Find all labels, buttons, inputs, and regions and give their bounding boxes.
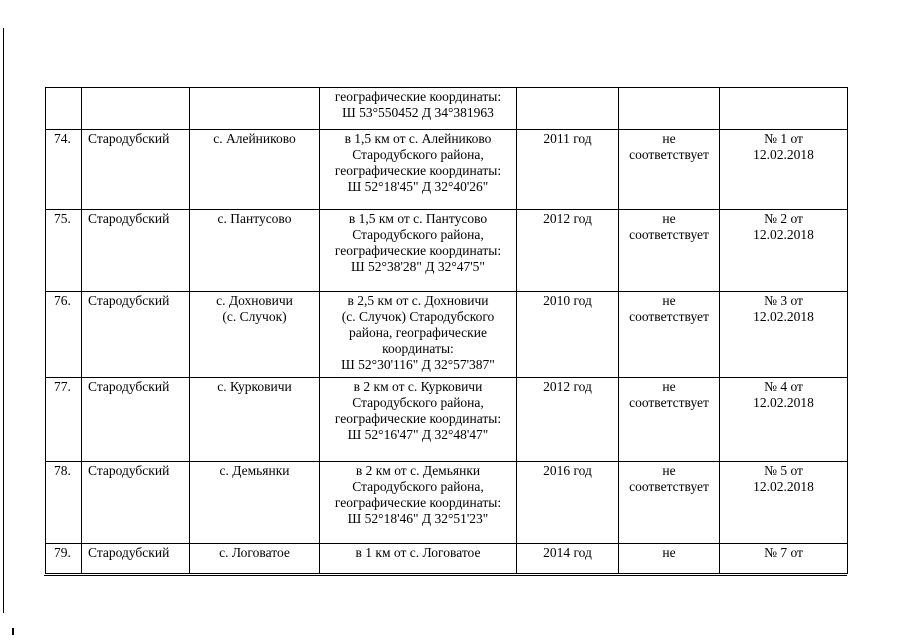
cell-num: 76. [46, 292, 82, 378]
cell-location-line: района, географические [349, 325, 487, 340]
cell-status-line: не [662, 379, 676, 394]
cell-year: 2010 год [517, 292, 619, 378]
cell-year: 2012 год [517, 210, 619, 292]
cell-location-line: Стародубского района, [352, 147, 484, 162]
cell-status-line: не [662, 463, 676, 478]
cell-district: Стародубский [82, 130, 190, 210]
table-row-continuation [46, 88, 848, 130]
table-row [46, 210, 848, 292]
cell-settlement-line: с. Алейниково [213, 131, 296, 146]
cell-settlement-line: с. Пантусово [217, 211, 292, 226]
cell-settlement [190, 462, 320, 544]
cell-location-line: (с. Случок) Стародубского [341, 309, 495, 324]
cell-document [720, 130, 848, 210]
cell-settlement [190, 544, 320, 574]
cell-settlement [190, 130, 320, 210]
cell-num: 74. [46, 130, 82, 210]
cell-location-line: Стародубского района, [352, 479, 484, 494]
cell-num: 78. [46, 462, 82, 544]
cell-settlement-line: (с. Случок) [222, 309, 287, 324]
cell-location-line: Ш 52°30'116" Д 32°57'387" [341, 357, 495, 372]
cell-location [320, 378, 517, 462]
cell-status-line: не [662, 211, 676, 226]
cell-settlement [190, 88, 320, 130]
cell-status [619, 292, 720, 378]
cell-settlement [190, 292, 320, 378]
cell-location-line: в 2 км от с. Курковичи [353, 379, 483, 394]
cell-year: 2011 год [517, 130, 619, 210]
cell-location-line: Ш 52°18'46" Д 32°51'23" [347, 511, 489, 526]
cell-district: Стародубский [82, 462, 190, 544]
cell-location-line: в 2 км от с. Демьянки [355, 463, 481, 478]
cell-document-line: 12.02.2018 [753, 309, 814, 324]
cell-document-line: 12.02.2018 [753, 147, 814, 162]
cell-district [82, 88, 190, 130]
cell-status-line: соответствует [629, 309, 709, 324]
table-row [46, 378, 848, 462]
cell-status [619, 378, 720, 462]
cell-status-line: соответствует [629, 147, 709, 162]
cell-settlement [190, 210, 320, 292]
cell-year: 2012 год [517, 378, 619, 462]
cell-location-line: Ш 52°16'47" Д 32°48'47" [347, 427, 489, 442]
cell-location [320, 462, 517, 544]
cell-settlement-line: с. Демьянки [219, 463, 290, 478]
cell-num: 75. [46, 210, 82, 292]
cell-num: 79. [46, 544, 82, 574]
cell-settlement-line: с. Курковичи [217, 379, 292, 394]
cell-num [46, 88, 82, 130]
table-row [46, 292, 848, 378]
cell-document-line: № 4 от [764, 379, 803, 394]
cell-location [320, 210, 517, 292]
cell-location-line: в 2,5 км от с. Дохновичи [347, 293, 489, 308]
cell-document [720, 462, 848, 544]
table-body [46, 88, 848, 574]
cell-settlement-line: с. Логоватое [219, 545, 290, 560]
cell-settlement-line: с. Дохновичи [216, 293, 293, 308]
cell-status-line: не [662, 131, 676, 146]
cell-location-line: географические координаты: [334, 163, 502, 178]
cell-district: Стародубский [82, 210, 190, 292]
cell-location-line: Ш 52°18'45" Д 32°40'26" [347, 179, 489, 194]
cell-document [720, 544, 848, 574]
cell-location [320, 88, 517, 130]
cell-district: Стародубский [82, 544, 190, 574]
cell-location [320, 544, 517, 574]
cell-location-line: координаты: [382, 341, 454, 356]
cell-document-line: № 3 от [764, 293, 803, 308]
cell-document-line: № 1 от [764, 131, 803, 146]
cell-document [720, 88, 848, 130]
cell-status [619, 462, 720, 544]
cell-document-line: 12.02.2018 [753, 395, 814, 410]
cell-location-line: географические координаты: [334, 243, 502, 258]
cell-settlement [190, 378, 320, 462]
cell-location-line: в 1 км от с. Логоватое [355, 545, 481, 560]
cell-status [619, 210, 720, 292]
cell-document-line: № 5 от [764, 463, 803, 478]
table-row [46, 462, 848, 544]
cell-document-line: № 7 от [764, 545, 803, 560]
scan-speck [12, 628, 14, 635]
cell-num: 77. [46, 378, 82, 462]
cell-location [320, 130, 517, 210]
cell-district: Стародубский [82, 292, 190, 378]
table-row [46, 544, 848, 574]
cell-location-line: в 1,5 км от с. Пантусово [348, 211, 488, 226]
cell-document [720, 378, 848, 462]
cell-document [720, 210, 848, 292]
cell-document-line: 12.02.2018 [753, 227, 814, 242]
cell-location-line: географические координаты: [334, 411, 502, 426]
page-edge-left [3, 28, 4, 613]
table-row [46, 130, 848, 210]
cell-location-line: Стародубского района, [352, 227, 484, 242]
cell-year [517, 88, 619, 130]
cell-status [619, 88, 720, 130]
cell-year: 2016 год [517, 462, 619, 544]
cell-status [619, 130, 720, 210]
registry-table [45, 87, 848, 574]
cell-document [720, 292, 848, 378]
cell-location [320, 292, 517, 378]
cell-location-line: географические координаты: [334, 89, 502, 104]
cell-document-line: 12.02.2018 [753, 479, 814, 494]
cell-location-line: Ш 53°550452 Д 34°381963 [342, 105, 494, 120]
cell-status-line: не [662, 545, 676, 560]
cell-location-line: географические координаты: [334, 495, 502, 510]
cell-location-line: в 1,5 км от с. Алейниково [344, 131, 492, 146]
cell-district: Стародубский [82, 378, 190, 462]
cell-document-line: № 2 от [764, 211, 803, 226]
cell-location-line: Стародубского района, [352, 395, 484, 410]
cell-status-line: не [662, 293, 676, 308]
cell-status [619, 544, 720, 574]
cell-status-line: соответствует [629, 227, 709, 242]
cell-status-line: соответствует [629, 479, 709, 494]
cell-status-line: соответствует [629, 395, 709, 410]
cell-location-line: Ш 52°38'28" Д 32°47'5" [351, 259, 485, 274]
bottom-rule [44, 575, 847, 576]
cell-year: 2014 год [517, 544, 619, 574]
